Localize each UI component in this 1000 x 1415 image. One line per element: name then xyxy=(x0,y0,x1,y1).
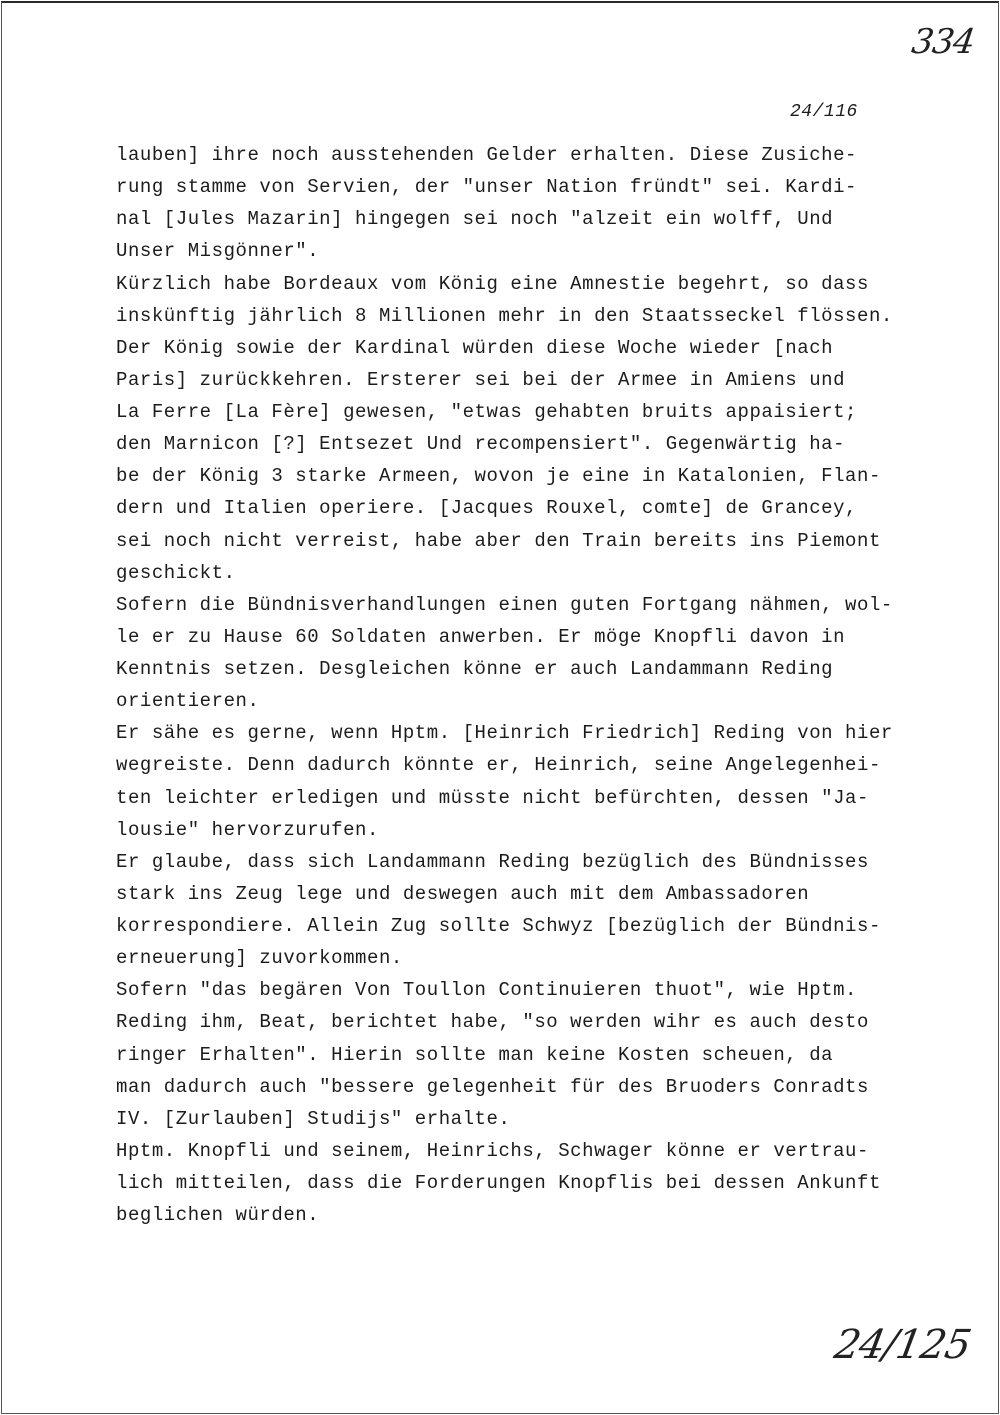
text-line: Er sähe es gerne, wenn Hptm. [Heinrich Friedrich] Reding von hier xyxy=(116,722,893,745)
text-line: rung stamme von Servien, der "unser Nation fründt" sei. Kardi- xyxy=(116,176,858,199)
text-line: inskünftig jährlich 8 Millionen mehr in den Staatsseckel flössen. xyxy=(116,304,893,327)
text-line: be der König 3 starke Armeen, wovon je eine in Katalonien, Flan- xyxy=(116,465,881,488)
text-line: sei noch nicht verreist, habe aber den Train bereits ins Piemont xyxy=(116,529,881,552)
text-line: lauben] ihre noch ausstehenden Gelder erhalten. Diese Zusiche- xyxy=(116,144,858,166)
handwritten-page-reference: 24/125 xyxy=(831,1322,975,1368)
text-line: orientieren. xyxy=(116,690,260,713)
text-line: IV. [Zurlauben] Studijs" erhalte. xyxy=(116,1107,511,1130)
text-line: ringer Erhalten". Hierin sollte man keine Kosten scheuen, da xyxy=(116,1043,834,1066)
text-line: stark ins Zeug lege und deswegen auch mit dem Ambassadoren xyxy=(116,882,810,905)
text-line: korrespondiere. Allein Zug sollte Schwyz [bezüglich der Bündnis- xyxy=(116,915,881,937)
handwritten-folio-number: 334 xyxy=(909,22,977,62)
text-line: Reding ihm, Beat, berichtet habe, "so werden wihr es auch desto xyxy=(116,1011,869,1034)
text-line: Kenntnis setzen. Desgleichen könne er auch Landammann Reding xyxy=(116,658,834,680)
text-line: Er glaube, dass sich Landammann Reding bezüglich des Bündnisses xyxy=(116,850,869,873)
text-line: erneuerung] zuvorkommen. xyxy=(116,947,403,970)
text-line: man dadurch auch "bessere gelegenheit für des Bruoders Conradts xyxy=(116,1075,869,1098)
text-line: beglichen würden. xyxy=(116,1204,320,1227)
text-line: ten leichter erledigen und müsste nicht befürchten, dessen "Ja- xyxy=(116,786,869,809)
text-line: Paris] zurückkehren. Ersterer sei bei der Armee in Amiens und xyxy=(116,368,846,391)
text-line: Der König sowie der Kardinal würden diese Woche wieder [nach xyxy=(116,336,834,359)
text-line: geschickt. xyxy=(116,561,236,584)
text-line: le er zu Hause 60 Soldaten anwerben. Er möge Knopfli davon in xyxy=(116,625,846,648)
document-body xyxy=(116,139,986,1231)
text-line: den Marnicon [?] Entsezet Und recompensiert". Gegenwärtig ha- xyxy=(116,433,846,456)
text-line: Sofern die Bündnisverhandlungen einen guten Fortgang nähmen, wol- xyxy=(116,593,893,616)
page-number: 24/116 xyxy=(790,102,858,122)
text-line: Hptm. Knopfli und seinem, Heinrichs, Schwager könne er vertrau- xyxy=(116,1139,869,1162)
text-line: lousie" hervorzurufen. xyxy=(116,818,379,841)
text-line: wegreiste. Denn dadurch könnte er, Heinrich, seine Angelegenhei- xyxy=(116,754,881,777)
text-line: La Ferre [La Fère] gewesen, "etwas gehabten bruits appaisiert; xyxy=(116,401,858,423)
text-line: Kürzlich habe Bordeaux vom König eine Amnestie begehrt, so dass xyxy=(116,272,869,295)
text-line: dern und Italien operiere. [Jacques Rouxel, comte] de Grancey, xyxy=(116,497,858,520)
text-line: Unser Misgönner". xyxy=(116,240,320,263)
text-line: nal [Jules Mazarin] hingegen sei noch "alzeit ein wolff, Und xyxy=(116,208,834,231)
text-line: lich mitteilen, dass die Forderungen Knopflis bei dessen Ankunft xyxy=(116,1172,881,1194)
text-line: Sofern "das begären Von Toullon Continuieren thuot", wie Hptm. xyxy=(116,979,858,1002)
